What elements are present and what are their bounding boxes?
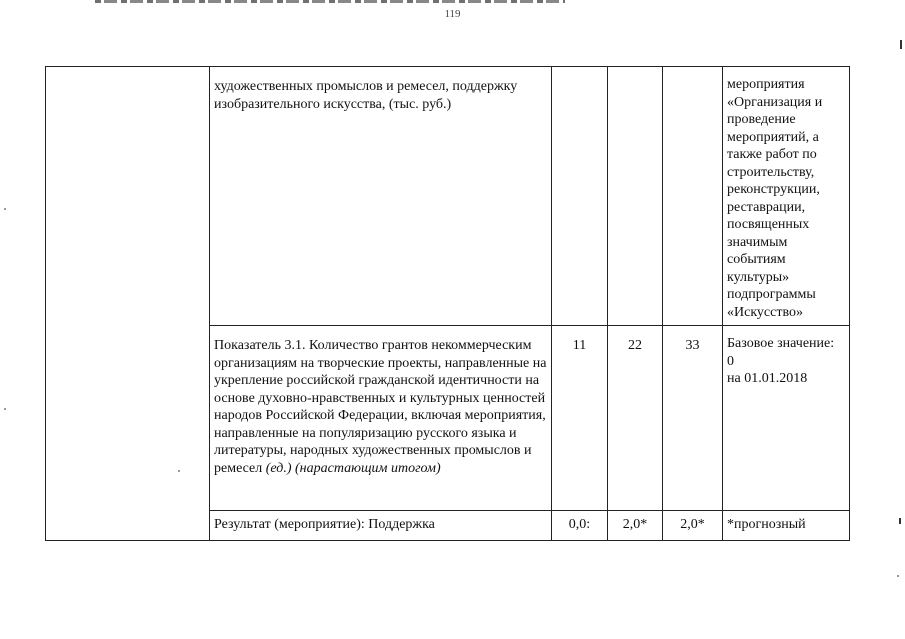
value-cell: 33 [663, 326, 723, 511]
base-value-date: на 01.01.2018 [727, 371, 808, 386]
scan-top-artifact [95, 0, 565, 3]
note-cell [723, 326, 850, 511]
indicator-cell [210, 326, 552, 511]
indicator-unit: (ед.) (нарастающим итогом) [265, 460, 441, 476]
value-cell [663, 67, 723, 326]
value-cell: 11 [552, 326, 608, 511]
scan-mark-right-bottom [899, 518, 901, 524]
base-value-label: Базовое значение: [727, 336, 835, 351]
scan-mark-right [900, 40, 902, 49]
value-cell [608, 67, 663, 326]
value-cell: 2,0* [663, 511, 723, 541]
base-value: 0 [727, 353, 734, 369]
indicator-text: Показатель 3.1. Количество грантов некоммерческим организациям на творческие проекты, направленные на укрепление российской гражданской идентичности на основе духовно-нравственных и культурных ценностей народов Российской Федерации, включая мероприятия, направленные на популяризацию русского языка и литературы, народных художественных промыслов и ремесел [214, 338, 547, 476]
note-cell: *прогнозный [723, 511, 850, 541]
value-cell: 0,0: [552, 511, 608, 541]
indicator-cell: художественных промыслов и ремесел, поддержку изобразительного искусства, (тыс. руб.) [210, 67, 552, 326]
empty-cell [46, 67, 210, 541]
value-cell: 2,0* [608, 511, 663, 541]
page-number: 119 [444, 8, 461, 20]
value-cell: 22 [608, 326, 663, 511]
indicator-cell: Результат (мероприятие): Поддержка [210, 511, 552, 541]
value-cell [552, 67, 608, 326]
note-cell: мероприятия «Организация и проведение мероприятий, а также работ по строительству, реконструкции, реставрации, посвященных значимым событиям культуры» подпрограммы «Искусство» [723, 67, 850, 326]
scan-dot [897, 575, 899, 577]
scan-dot [4, 408, 6, 410]
indicators-table [45, 66, 850, 541]
table-row [46, 67, 850, 326]
scan-dot [4, 208, 6, 210]
